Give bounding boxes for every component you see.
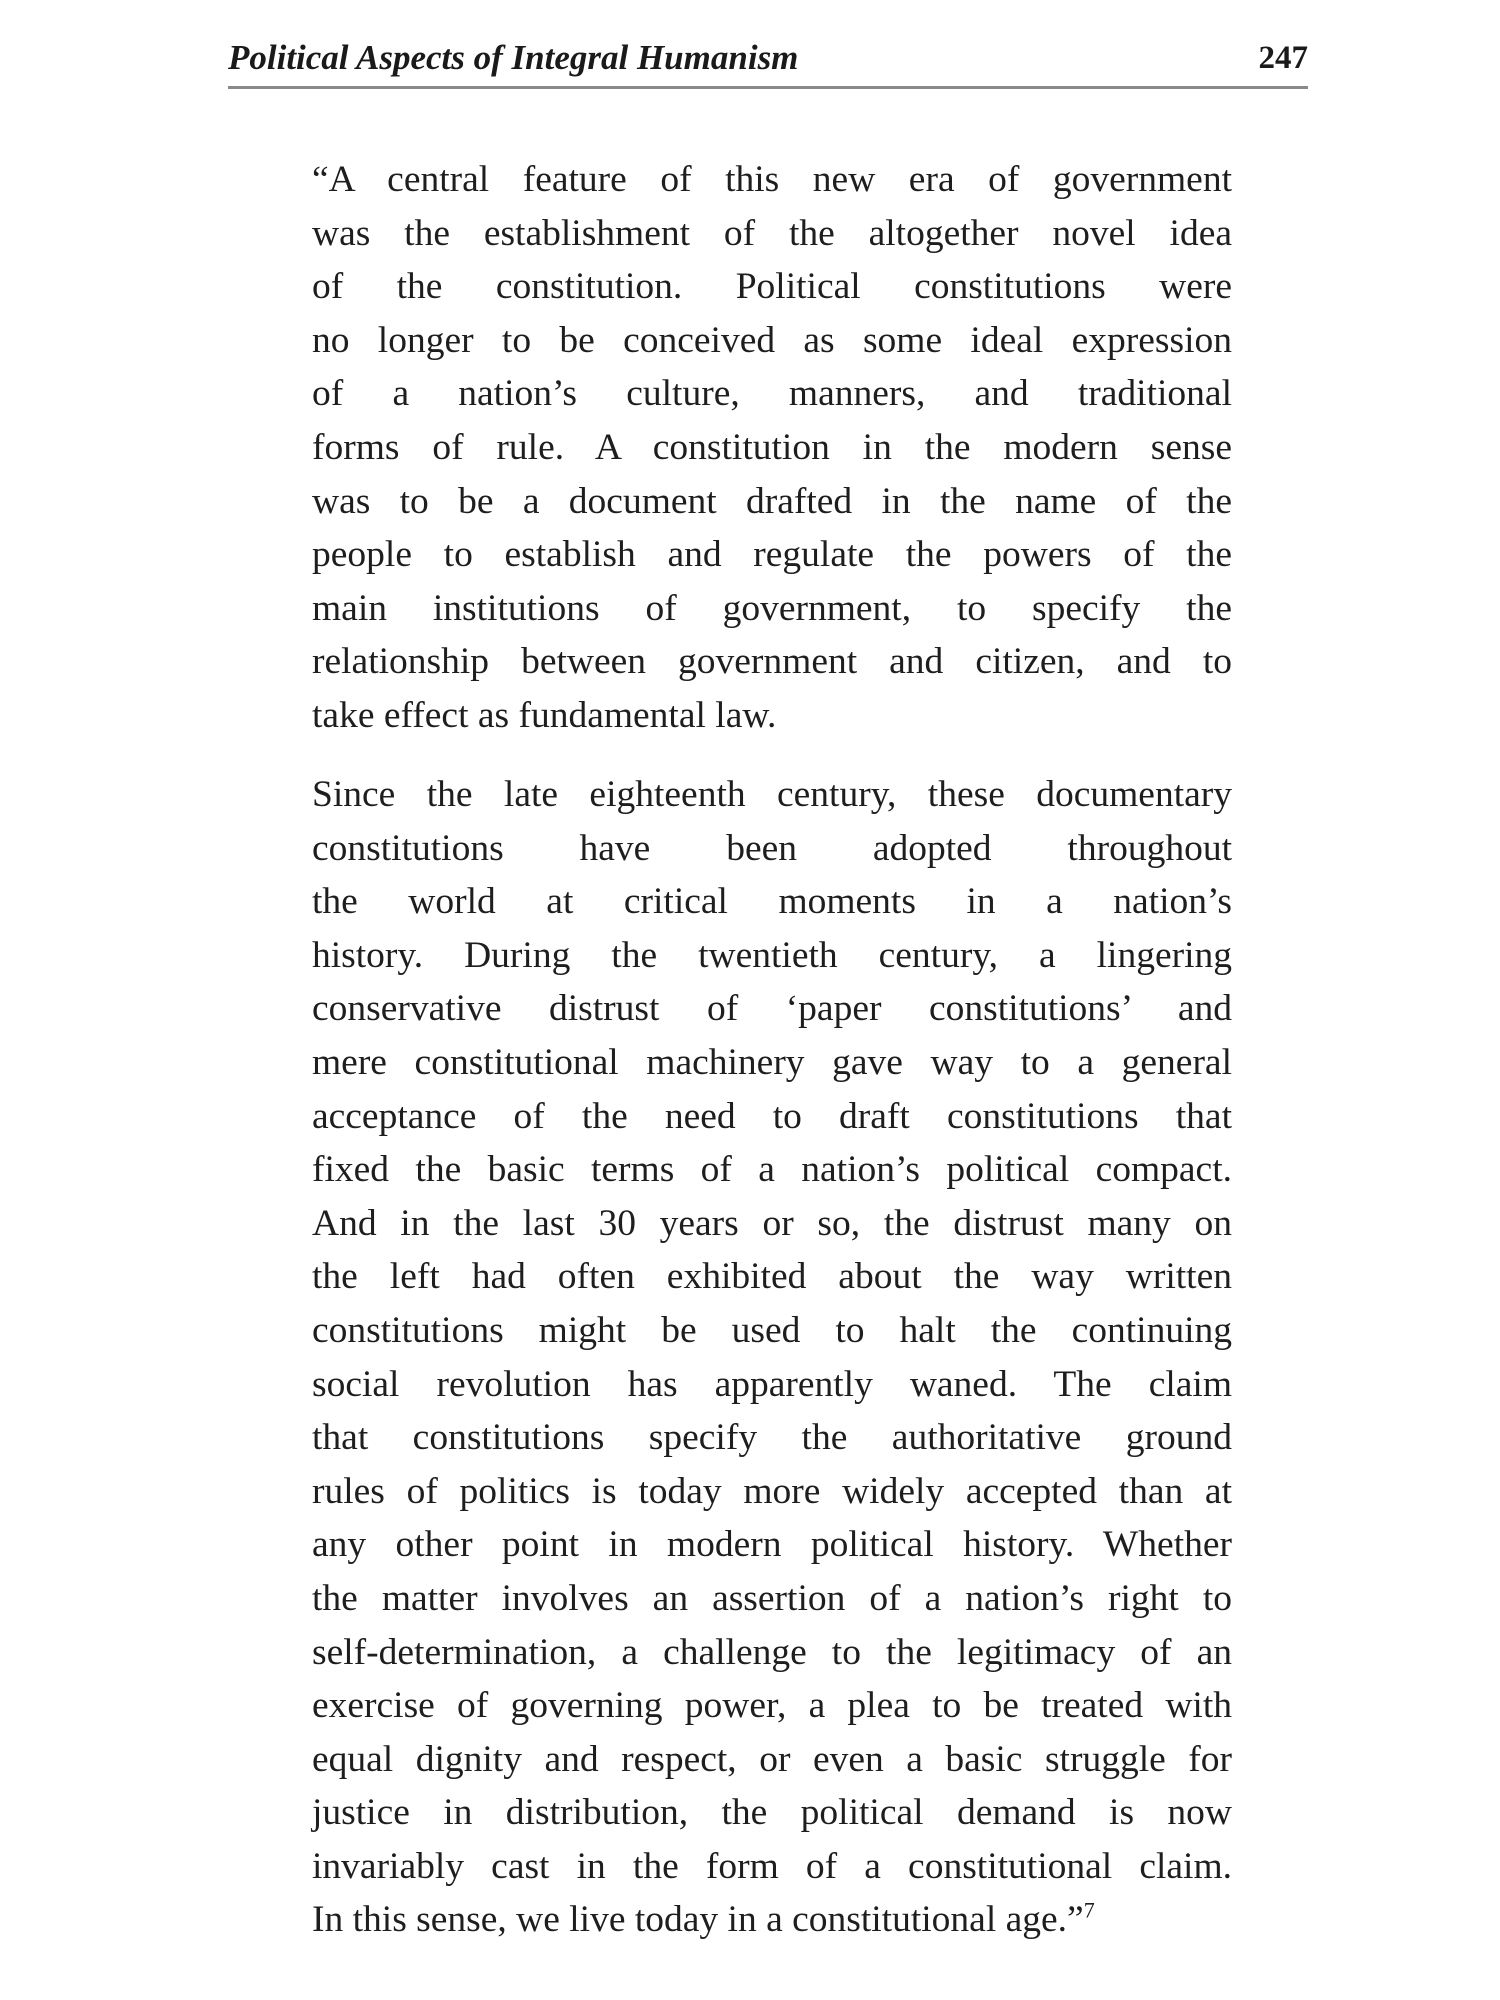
text-line: was the establishment of the altogether novel idea	[312, 212, 1232, 254]
text-line: of a nation’s culture, manners, and traditional	[312, 373, 1232, 415]
text-line: history. During the twentieth century, a lingering	[312, 934, 1232, 976]
text-line: self-determination, a challenge to the legitimacy of an	[312, 1631, 1232, 1673]
text-line: of the constitution. Political constitutions were	[312, 266, 1232, 308]
text-line: acceptance of the need to draft constitutions that	[312, 1095, 1232, 1137]
text-line: no longer to be conceived as some ideal expression	[312, 319, 1232, 361]
final-line	[312, 1893, 1232, 1947]
text-line: fixed the basic terms of a nation’s political compact.	[312, 1149, 1232, 1191]
text-line: And in the last 30 years or so, the distrust many on	[312, 1202, 1232, 1244]
quote-paragraph-1	[312, 153, 1232, 743]
text-line: mere constitutional machinery gave way to a general	[312, 1041, 1232, 1083]
text-line: justice in distribution, the political demand is now	[312, 1792, 1232, 1834]
text-line: “A central feature of this new era of government	[312, 159, 1232, 200]
running-head	[228, 34, 1308, 82]
text-line: constitutions have been adopted throughout	[312, 827, 1232, 869]
text-line: the world at critical moments in a nation’s	[312, 881, 1232, 923]
text-line: take effect as fundamental law.	[312, 694, 777, 736]
text-line: exercise of governing power, a plea to be treated with	[312, 1685, 1232, 1727]
running-title: Political Aspects of Integral Humanism	[228, 38, 799, 77]
text-line: rules of politics is today more widely accepted than at	[312, 1470, 1232, 1512]
text-line: the left had often exhibited about the way written	[312, 1256, 1232, 1298]
text-line: Since the late eighteenth century, these documentary	[312, 774, 1232, 815]
text-line: relationship between government and citizen, and to	[312, 641, 1232, 683]
footnote-marker[interactable]: 7	[1083, 1897, 1095, 1923]
text-line: social revolution has apparently waned. The claim	[312, 1363, 1232, 1405]
text-line: was to be a document drafted in the name of the	[312, 480, 1232, 522]
page-number: 247	[1258, 40, 1308, 76]
text-line: equal dignity and respect, or even a basic struggle for	[312, 1738, 1232, 1780]
text-line: any other point in modern political history. Whether	[312, 1524, 1232, 1566]
text-line: the matter involves an assertion of a nation’s right to	[312, 1577, 1232, 1619]
text-line: constitutions might be used to halt the continuing	[312, 1309, 1232, 1351]
header-rule	[228, 86, 1308, 89]
text-line: main institutions of government, to specify the	[312, 587, 1232, 629]
text-line: In this sense, we live today in a constitutional age.”	[312, 1899, 1084, 1941]
text-line: people to establish and regulate the powers of the	[312, 534, 1232, 576]
text-line: forms of rule. A constitution in the modern sense	[312, 426, 1232, 468]
text-line: conservative distrust of ‘paper constitutions’ and	[312, 988, 1232, 1030]
text-line: invariably cast in the form of a constitutional claim.	[312, 1845, 1232, 1887]
text-line: that constitutions specify the authoritative ground	[312, 1417, 1232, 1459]
quote-paragraph-2	[312, 768, 1232, 1947]
